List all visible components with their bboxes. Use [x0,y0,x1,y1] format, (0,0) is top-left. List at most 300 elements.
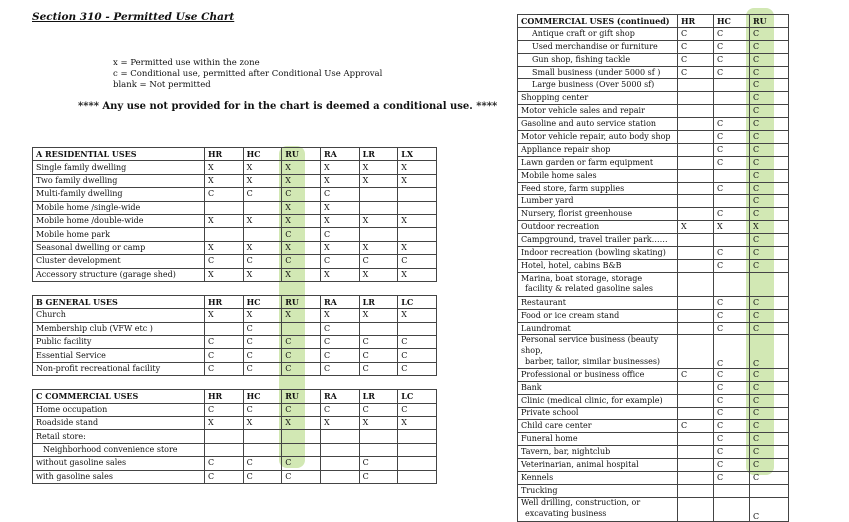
permission-cell [714,169,750,182]
permission-cell [678,309,714,322]
section-header-row [33,295,437,308]
permission-cell: C [750,420,789,433]
table-row [518,92,789,105]
permission-cell [678,497,714,521]
permission-cell: C [750,131,789,144]
zone-column-header: LR [359,148,398,161]
permission-cell: C [714,143,750,156]
table-row [518,53,789,66]
table-row [518,221,789,234]
zone-column-header: RA [320,148,359,161]
permission-cell [678,182,714,195]
permission-cell [714,105,750,118]
table-row [518,195,789,208]
use-label: Motor vehicle sales and repair [518,105,678,118]
permission-cell: C [359,349,398,362]
permission-cell: C [750,433,789,446]
permission-cell: C [282,349,321,362]
permission-cell: C [750,381,789,394]
permission-cell: C [243,470,282,483]
permission-cell: C [243,457,282,470]
permission-cell [714,272,750,296]
permission-cell: X [320,309,359,322]
permission-cell [678,259,714,272]
permission-cell: C [714,472,750,485]
zone-column-header: LR [359,295,398,308]
permission-cell: C [750,92,789,105]
table-row [33,228,437,241]
permission-cell: C [750,472,789,485]
permission-cell [398,430,437,443]
permission-cell: C [243,322,282,335]
permission-cell: X [204,174,243,187]
permission-cell [678,169,714,182]
legend-conditional: c = Conditional use, permitted after Conditional Use Approval [113,69,383,79]
table-row [33,241,437,254]
permission-cell: C [282,362,321,375]
permission-cell: C [750,407,789,420]
table-row [518,394,789,407]
permission-cell [678,322,714,335]
table-row [518,296,789,309]
permission-cell: C [714,259,750,272]
permission-cell: C [282,255,321,268]
permission-cell: X [243,214,282,227]
permission-cell [678,296,714,309]
permission-cell [678,433,714,446]
permission-cell: X [714,221,750,234]
use-label: Well drilling, construction, or excavating business [518,497,678,521]
use-label: Funeral home [518,433,678,446]
permission-cell [678,195,714,208]
permission-cell [398,188,437,201]
permission-cell: C [320,255,359,268]
legend-blank: blank = Not permitted [113,80,211,90]
permission-cell [243,228,282,241]
use-label: Indoor recreation (bowling skating) [518,247,678,260]
use-label: Shopping center [518,92,678,105]
permission-cell [678,208,714,221]
permission-cell: C [398,349,437,362]
use-label: Accessory structure (garage shed) [33,268,205,281]
permission-cell [320,470,359,483]
permission-cell: X [243,309,282,322]
permission-cell [678,79,714,92]
use-label: Hotel, hotel, cabins B&B [518,259,678,272]
use-label: with gasoline sales [33,470,205,483]
permission-cell: X [204,214,243,227]
permission-cell: X [359,161,398,174]
permission-cell: X [204,268,243,281]
permission-cell: C [204,255,243,268]
use-label: Lawn garden or farm equipment [518,156,678,169]
permission-cell [678,118,714,131]
table-row [518,66,789,79]
permission-cell: C [282,403,321,416]
zone-column-header: LR [359,390,398,403]
permission-cell: X [398,309,437,322]
permission-cell: C [750,40,789,53]
table-row [33,457,437,470]
use-label: Clinic (medical clinic, for example) [518,394,678,407]
table-row [33,430,437,443]
use-label: Bank [518,381,678,394]
table-row [518,79,789,92]
permission-cell: X [320,241,359,254]
permission-cell: C [714,368,750,381]
use-label: Mobile home /single-wide [33,201,205,214]
permission-cell: C [750,53,789,66]
permission-cell: X [359,309,398,322]
permission-cell: C [204,470,243,483]
permission-cell: C [243,349,282,362]
permission-cell: C [204,403,243,416]
use-label: Public facility [33,336,205,349]
table-row [33,417,437,430]
table-row [33,188,437,201]
permission-cell [398,457,437,470]
permission-cell: X [204,161,243,174]
permission-cell: C [714,53,750,66]
table-row [33,336,437,349]
permission-cell: X [320,214,359,227]
zone-column-header: RU [750,15,789,28]
permission-cell: C [204,362,243,375]
permission-cell [714,484,750,497]
zone-column-header: RU [282,390,321,403]
table-row [33,309,437,322]
table-row [518,208,789,221]
permission-cell: X [750,221,789,234]
spacer-cell [243,281,282,295]
permission-cell: C [750,66,789,79]
permission-cell [678,484,714,497]
use-label: Two family dwelling [33,174,205,187]
table-row [33,403,437,416]
conditional-use-note: **** Any use not provided for in the chart is deemed a conditional use. **** [78,101,498,112]
permission-cell: C [750,497,789,521]
table-row [518,182,789,195]
section-spacer [33,281,437,295]
permission-cell: X [282,241,321,254]
permission-cell: C [750,296,789,309]
permission-cell: X [359,214,398,227]
permission-cell: C [750,368,789,381]
permission-cell: C [714,156,750,169]
permission-cell [398,201,437,214]
table-row [518,322,789,335]
table-row [518,234,789,247]
permission-cell: C [714,394,750,407]
permission-cell: C [359,403,398,416]
permission-cell: X [204,417,243,430]
permission-cell: C [750,105,789,118]
permission-cell: C [243,403,282,416]
permission-cell [243,201,282,214]
permission-cell [678,335,714,368]
zone-column-header: RA [320,390,359,403]
permission-cell: X [359,417,398,430]
permission-cell [678,472,714,485]
table-row [33,443,437,456]
permission-cell: X [320,201,359,214]
permission-cell [678,92,714,105]
permission-cell: X [320,161,359,174]
permission-cell: X [243,417,282,430]
permission-cell: X [398,214,437,227]
permission-cell [282,430,321,443]
spacer-cell [398,376,437,390]
permission-cell: X [282,201,321,214]
section-heading: COMMERCIAL USES (continued) [518,15,678,28]
use-label: Small business (under 5000 sf ) [518,66,678,79]
page-title: Section 310 - Permitted Use Chart [32,11,235,23]
permission-cell: C [750,234,789,247]
permission-cell: C [750,335,789,368]
permission-cell [398,470,437,483]
permission-cell [678,247,714,260]
permission-cell [678,131,714,144]
permission-cell: C [282,457,321,470]
permission-cell [714,92,750,105]
use-label: Single family dwelling [33,161,205,174]
permission-cell: C [750,182,789,195]
permission-cell [678,143,714,156]
permission-cell: C [750,169,789,182]
permission-cell [204,201,243,214]
permission-cell [750,484,789,497]
spacer-cell [204,376,243,390]
spacer-cell [320,281,359,295]
zone-column-header: HC [243,295,282,308]
permission-cell: C [398,362,437,375]
permission-cell [678,156,714,169]
table-row [518,381,789,394]
permission-cell: C [398,255,437,268]
table-row [518,335,789,368]
permission-cell: C [714,27,750,40]
table-row [33,322,437,335]
permission-cell [398,228,437,241]
permission-cell [398,443,437,456]
permission-cell: C [204,349,243,362]
permission-cell [204,430,243,443]
permission-cell [282,322,321,335]
use-label: Food or ice cream stand [518,309,678,322]
use-label: Personal service business (beauty shop, barber, tailor, similar businesses) [518,335,678,368]
section-heading: A RESIDENTIAL USES [33,148,205,161]
permission-cell [282,443,321,456]
permission-cell: C [320,322,359,335]
permission-cell: C [359,255,398,268]
use-label: Large business (Over 5000 sf) [518,79,678,92]
table-row [518,247,789,260]
permission-cell: X [320,268,359,281]
permission-cell: X [359,174,398,187]
permission-cell: C [714,433,750,446]
use-label: Roadside stand [33,417,205,430]
table-row [518,472,789,485]
table-row [518,407,789,420]
permission-cell [750,272,789,296]
permission-cell: X [320,417,359,430]
spacer-cell [398,281,437,295]
permission-cell: C [714,296,750,309]
permission-cell: X [243,161,282,174]
permission-cell: C [714,309,750,322]
use-label: Lumber yard [518,195,678,208]
permission-cell [359,430,398,443]
permission-cell: C [398,403,437,416]
permitted-use-table-left [32,147,437,484]
table-row [33,268,437,281]
table-row [33,161,437,174]
table-row [518,169,789,182]
permission-cell: C [714,66,750,79]
use-label: Campground, travel trailer park…… [518,234,678,247]
table-row [518,484,789,497]
permission-cell: C [750,446,789,459]
permission-cell [714,195,750,208]
table-row [33,255,437,268]
permission-cell: C [678,40,714,53]
permission-cell: C [398,336,437,349]
permission-cell: X [204,241,243,254]
spacer-cell [282,376,321,390]
permission-cell: C [243,188,282,201]
permission-cell [678,407,714,420]
use-label: Essential Service [33,349,205,362]
use-label: Nursery, florist greenhouse [518,208,678,221]
permission-cell [320,430,359,443]
permission-cell: C [714,118,750,131]
permission-cell: C [750,118,789,131]
permission-cell: X [282,268,321,281]
use-label: Mobile home /double-wide [33,214,205,227]
zone-column-header: HC [243,390,282,403]
use-label: Child care center [518,420,678,433]
permission-cell [678,105,714,118]
permission-cell [678,272,714,296]
table-row [518,420,789,433]
permission-cell [359,443,398,456]
table-row [518,259,789,272]
permission-cell: X [398,174,437,187]
use-label: Veterinarian, animal hospital [518,459,678,472]
permission-cell [359,228,398,241]
permission-cell: X [243,174,282,187]
section-heading: C COMMERCIAL USES [33,390,205,403]
permission-cell [204,228,243,241]
permission-cell: C [750,208,789,221]
table-row [518,105,789,118]
permission-cell [678,394,714,407]
use-label: Restaurant [518,296,678,309]
table-row [518,118,789,131]
permission-cell: C [243,336,282,349]
permission-cell: C [750,309,789,322]
use-label: Seasonal dwelling or camp [33,241,205,254]
permission-cell: X [359,268,398,281]
table-row [518,156,789,169]
permission-cell [204,322,243,335]
permission-cell: X [398,417,437,430]
permission-cell: C [714,381,750,394]
permission-cell: X [678,221,714,234]
permission-cell: C [750,394,789,407]
permission-cell: C [320,336,359,349]
use-label: Kennels [518,472,678,485]
permission-cell: C [359,336,398,349]
zone-column-header: RU [282,295,321,308]
permitted-use-table-right [517,14,789,522]
use-label: Neighborhood convenience store [33,443,205,456]
use-label: Laundromat [518,322,678,335]
table-header-row [518,15,789,28]
permission-cell: X [359,241,398,254]
table-row [33,362,437,375]
zone-column-header: HR [204,390,243,403]
permission-cell: C [714,40,750,53]
permission-cell: X [320,174,359,187]
table-row [518,40,789,53]
zone-column-header: HC [714,15,750,28]
permission-cell [678,459,714,472]
permission-cell: C [750,143,789,156]
spacer-cell [243,376,282,390]
permission-cell: C [714,208,750,221]
permission-cell [359,201,398,214]
zone-column-header: HC [243,148,282,161]
table-row [33,349,437,362]
permission-cell [678,381,714,394]
spacer-cell [33,376,205,390]
permission-cell: C [282,470,321,483]
table-row [518,497,789,521]
permission-cell: C [320,403,359,416]
permission-cell [320,457,359,470]
permission-cell: C [714,407,750,420]
table-row [33,174,437,187]
permission-cell: C [750,195,789,208]
permission-cell: X [243,268,282,281]
spacer-cell [204,281,243,295]
permission-cell: X [282,417,321,430]
use-label: Used merchandise or furniture [518,40,678,53]
permission-cell: C [750,259,789,272]
table-row [518,433,789,446]
section-header-row [33,148,437,161]
permission-cell [243,430,282,443]
spacer-cell [33,281,205,295]
permission-cell: C [678,53,714,66]
permission-cell: C [714,182,750,195]
use-label: Mobile home park [33,228,205,241]
zone-column-header: LC [398,390,437,403]
table-row [33,214,437,227]
table-row [518,446,789,459]
permission-cell: C [714,335,750,368]
permission-cell: C [678,66,714,79]
table-row [518,27,789,40]
table-row [518,272,789,296]
permission-cell: C [750,79,789,92]
permission-cell: C [714,446,750,459]
use-label: Gun shop, fishing tackle [518,53,678,66]
use-label: Membership club (VFW etc ) [33,322,205,335]
use-label: Tavern, bar, nightclub [518,446,678,459]
permission-cell: X [398,268,437,281]
